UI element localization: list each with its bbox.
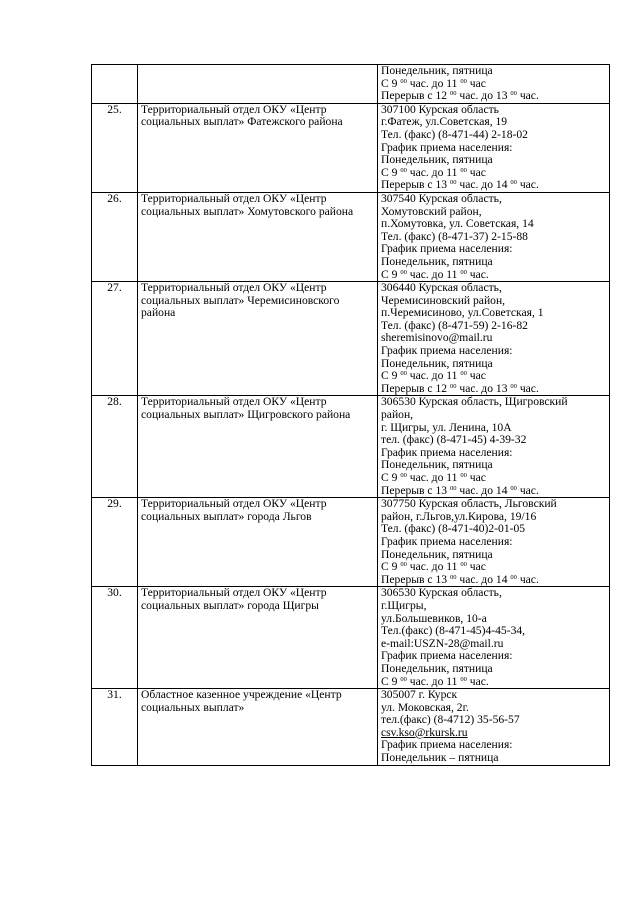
break-to-minutes: 00 bbox=[510, 382, 517, 390]
hours-from-minutes: 00 bbox=[400, 77, 407, 85]
address-cell bbox=[378, 498, 610, 587]
address-line: Хомутовский район, bbox=[381, 204, 482, 218]
table-row bbox=[92, 282, 610, 396]
hours-to-label: час. до bbox=[409, 560, 444, 574]
hours-to: 11 bbox=[446, 674, 458, 688]
hours-suffix: час bbox=[469, 369, 486, 383]
schedule-title: График приема населения: bbox=[381, 344, 513, 358]
row-number-cell bbox=[92, 282, 138, 396]
offices-table bbox=[91, 64, 610, 766]
hours-to-label: час. до bbox=[409, 674, 444, 688]
address-line: тел. (факс) (8-471-45) 4-39-32 bbox=[381, 433, 527, 447]
hours-from-minutes: 00 bbox=[400, 561, 407, 569]
table-row bbox=[92, 587, 610, 689]
break-prefix: Перерыв с bbox=[381, 89, 433, 103]
hours-suffix: час bbox=[469, 76, 486, 90]
break-prefix: Перерыв с bbox=[381, 178, 433, 192]
organization-name: Территориальный отдел ОКУ «Центр социальных выплат» Фатежского района bbox=[141, 102, 343, 129]
hours-from: 9 bbox=[391, 267, 398, 281]
hours-prefix: С bbox=[381, 165, 389, 179]
break-suffix: час. bbox=[519, 381, 539, 395]
table-row bbox=[92, 689, 610, 766]
address-cell bbox=[378, 587, 610, 689]
address-line: п.Черемисиново, ул.Советская, 1 bbox=[381, 306, 544, 320]
hours-from: 9 bbox=[391, 560, 398, 574]
hours-to-minutes: 00 bbox=[460, 166, 467, 174]
schedule-break bbox=[381, 179, 606, 192]
row-number: 30. bbox=[107, 586, 122, 600]
schedule-days: Понедельник – пятница bbox=[381, 751, 499, 765]
address-line: п.Хомутовка, ул. Советская, 14 bbox=[381, 217, 534, 231]
email-link[interactable]: csv.kso@rkursk.ru bbox=[381, 725, 468, 739]
hours-from: 9 bbox=[391, 165, 398, 179]
break-from-minutes: 00 bbox=[449, 484, 457, 492]
schedule-days: Понедельник, пятница bbox=[381, 458, 493, 472]
break-suffix: час. bbox=[519, 178, 539, 192]
schedule-title: График приема населения: bbox=[381, 242, 513, 256]
break-prefix: Перерыв с bbox=[381, 572, 433, 586]
organization-cell bbox=[138, 282, 378, 396]
hours-from: 9 bbox=[391, 76, 398, 90]
break-from-minutes: 00 bbox=[449, 382, 457, 390]
hours-prefix: С bbox=[381, 76, 389, 90]
address-cell bbox=[378, 396, 610, 498]
schedule-title: График приема населения: bbox=[381, 534, 513, 548]
hours-suffix: час bbox=[469, 560, 486, 574]
hours-to: 11 bbox=[446, 76, 458, 90]
schedule-title: График приема населения: bbox=[381, 140, 513, 154]
address-line: г.Щигры, bbox=[381, 598, 427, 612]
break-to-minutes: 00 bbox=[510, 179, 517, 187]
hours-from-minutes: 00 bbox=[400, 166, 407, 174]
hours-to-minutes: 00 bbox=[460, 268, 467, 276]
hours-to-minutes: 00 bbox=[460, 77, 467, 85]
hours-prefix: С bbox=[381, 471, 389, 484]
address-line: ул.Большевиков, 10-а bbox=[381, 611, 487, 625]
row-number: 25. bbox=[107, 102, 122, 116]
break-to-label: час. до bbox=[459, 381, 494, 395]
hours-to-minutes: 00 bbox=[460, 675, 467, 683]
organization-name: Областное казенное учреждение «Центр социальных выплат» bbox=[141, 688, 342, 714]
hours-to-minutes: 00 bbox=[460, 561, 467, 569]
organization-cell bbox=[138, 689, 378, 766]
break-to-minutes: 00 bbox=[510, 573, 517, 581]
table-row bbox=[92, 103, 610, 192]
organization-name: Территориальный отдел ОКУ «Центр социальных выплат» Щигровского района bbox=[141, 395, 351, 422]
organization-cell bbox=[138, 587, 378, 689]
organization-name: Территориальный отдел ОКУ «Центр социальных выплат» Хомутовского района bbox=[141, 191, 354, 218]
address-cell bbox=[378, 689, 610, 766]
hours-prefix: С bbox=[381, 369, 389, 383]
schedule-break bbox=[381, 383, 606, 396]
address-cell bbox=[378, 65, 610, 104]
hours-from-minutes: 00 bbox=[400, 472, 407, 479]
hours-to: 11 bbox=[446, 369, 458, 383]
hours-to: 11 bbox=[446, 560, 458, 574]
break-from: 12 bbox=[435, 381, 448, 395]
address-line: 306530 Курская область, bbox=[381, 586, 502, 600]
table-row bbox=[92, 65, 610, 104]
break-to-label: час. до bbox=[459, 89, 494, 103]
hours-to-label: час. до bbox=[409, 165, 444, 179]
hours-to-label: час. до bbox=[409, 471, 444, 484]
hours-to-label: час. до bbox=[409, 369, 444, 383]
schedule-days: Понедельник, пятница bbox=[381, 153, 493, 167]
hours-prefix: С bbox=[381, 674, 389, 688]
row-number-cell bbox=[92, 587, 138, 689]
schedule-hours bbox=[381, 269, 606, 282]
hours-to: 11 bbox=[446, 267, 458, 281]
address-line: 307540 Курская область, bbox=[381, 191, 502, 205]
break-to: 13 bbox=[495, 381, 508, 395]
address-line: район, bbox=[381, 408, 414, 422]
break-suffix: час. bbox=[519, 483, 539, 497]
organization-cell bbox=[138, 65, 378, 104]
row-number-cell bbox=[92, 396, 138, 498]
hours-suffix: час bbox=[469, 165, 486, 179]
address-line: 305007 г. Курск bbox=[381, 688, 458, 702]
address-line: ул. Моковская, 2г. bbox=[381, 700, 469, 714]
schedule-days: Понедельник, пятница bbox=[381, 356, 493, 370]
break-prefix: Перерыв с bbox=[381, 483, 433, 497]
break-from: 13 bbox=[435, 483, 448, 497]
row-number: 31. bbox=[107, 688, 122, 702]
address-line: г. Щигры, ул. Ленина, 10А bbox=[381, 420, 512, 434]
schedule-days: Понедельник, пятница bbox=[381, 64, 493, 77]
row-number-cell bbox=[92, 689, 138, 766]
organization-cell bbox=[138, 396, 378, 498]
row-number: 27. bbox=[107, 281, 122, 295]
hours-from: 9 bbox=[391, 369, 398, 383]
hours-to-minutes: 00 bbox=[460, 370, 467, 378]
break-to-label: час. до bbox=[459, 483, 494, 497]
break-to-minutes: 00 bbox=[510, 484, 517, 492]
schedule-days: Понедельник, пятница bbox=[381, 661, 493, 675]
break-from: 13 bbox=[435, 178, 448, 192]
address-line: 307750 Курская область, Льговский bbox=[381, 497, 557, 511]
schedule-title: График приема населения: bbox=[381, 445, 513, 459]
schedule-break bbox=[381, 485, 606, 498]
address-line: Тел. (факс) (8-471-40)2-01-05 bbox=[381, 522, 526, 536]
break-to-label: час. до bbox=[459, 178, 494, 192]
break-to: 14 bbox=[495, 178, 508, 192]
break-from: 13 bbox=[435, 572, 448, 586]
row-number: 29. bbox=[107, 497, 122, 511]
table-row bbox=[92, 192, 610, 281]
address-line: 306530 Курская область, Щигровский bbox=[381, 395, 568, 409]
address-line: Тел. (факс) (8-471-37) 2-15-88 bbox=[381, 229, 528, 243]
break-to: 14 bbox=[495, 483, 508, 497]
address-line: Тел.(факс) (8-471-45)4-45-34, bbox=[381, 624, 526, 638]
row-number: 26. bbox=[107, 191, 122, 205]
address-cell bbox=[378, 103, 610, 192]
address-line: 306440 Курская область, bbox=[381, 281, 502, 295]
hours-from: 9 bbox=[391, 471, 398, 484]
schedule-break bbox=[381, 574, 606, 587]
hours-to-label: час. до bbox=[409, 267, 444, 281]
break-to-label: час. до bbox=[459, 572, 494, 586]
hours-to: 11 bbox=[446, 471, 458, 484]
address-cell bbox=[378, 282, 610, 396]
organization-name: Территориальный отдел ОКУ «Центр социальных выплат» Черемисиновского района bbox=[141, 281, 340, 320]
hours-to: 11 bbox=[446, 165, 458, 179]
hours-from-minutes: 00 bbox=[400, 370, 407, 378]
break-suffix: час. bbox=[519, 89, 539, 103]
address-line: г.Фатеж, ул.Советская, 19 bbox=[381, 115, 508, 129]
table-row bbox=[92, 396, 610, 498]
row-number-cell bbox=[92, 65, 138, 104]
organization-name: Территориальный отдел ОКУ «Центр социальных выплат» города Льгов bbox=[141, 497, 327, 523]
schedule-break bbox=[381, 90, 606, 103]
schedule-title: График приема населения: bbox=[381, 649, 513, 663]
hours-to-label: час. до bbox=[409, 76, 444, 90]
row-number-cell bbox=[92, 192, 138, 281]
hours-suffix: час. bbox=[469, 674, 489, 688]
break-from-minutes: 00 bbox=[449, 179, 457, 187]
offices-table-body bbox=[92, 65, 610, 766]
break-to-minutes: 00 bbox=[510, 90, 517, 98]
address-line: Тел. (факс) (8-471-44) 2-18-02 bbox=[381, 127, 528, 141]
address-cell bbox=[378, 192, 610, 281]
hours-suffix: час bbox=[469, 471, 486, 484]
break-prefix: Перерыв с bbox=[381, 381, 433, 395]
organization-cell bbox=[138, 103, 378, 192]
organization-name: Территориальный отдел ОКУ «Центр социальных выплат» города Щигры bbox=[141, 586, 327, 612]
schedule-days: Понедельник, пятница bbox=[381, 254, 493, 268]
row-number-cell bbox=[92, 498, 138, 587]
schedule-days: Понедельник, пятница bbox=[381, 547, 493, 561]
hours-from-minutes: 00 bbox=[400, 675, 407, 683]
address-line: Черемисиновский район, bbox=[381, 293, 506, 307]
address-line: тел.(факс) (8-4712) 35-56-57 bbox=[381, 713, 520, 727]
break-from-minutes: 00 bbox=[449, 573, 457, 581]
address-line: 307100 Курская область bbox=[381, 102, 499, 116]
break-from: 12 bbox=[435, 89, 448, 103]
break-suffix: час. bbox=[519, 572, 539, 586]
hours-prefix: С bbox=[381, 560, 389, 574]
hours-suffix: час. bbox=[469, 267, 489, 281]
organization-cell bbox=[138, 192, 378, 281]
schedule-hours bbox=[381, 676, 606, 689]
address-line: район, г.Льгов,ул.Кирова, 19/16 bbox=[381, 509, 537, 523]
address-line: e-mail:USZN-28@mail.ru bbox=[381, 636, 504, 650]
organization-cell bbox=[138, 498, 378, 587]
break-to: 14 bbox=[495, 572, 508, 586]
row-number-cell bbox=[92, 103, 138, 192]
table-row bbox=[92, 498, 610, 587]
row-number: 28. bbox=[107, 395, 122, 409]
break-from-minutes: 00 bbox=[449, 90, 457, 98]
hours-from: 9 bbox=[391, 674, 398, 688]
address-line: sheremisinovo@mail.ru bbox=[381, 331, 493, 345]
hours-to-minutes: 00 bbox=[460, 472, 467, 479]
schedule-title: График приема населения: bbox=[381, 738, 513, 752]
hours-prefix: С bbox=[381, 267, 389, 281]
break-to: 13 bbox=[495, 89, 508, 103]
address-line: Тел. (факс) (8-471-59) 2-16-82 bbox=[381, 318, 528, 332]
hours-from-minutes: 00 bbox=[400, 268, 407, 276]
